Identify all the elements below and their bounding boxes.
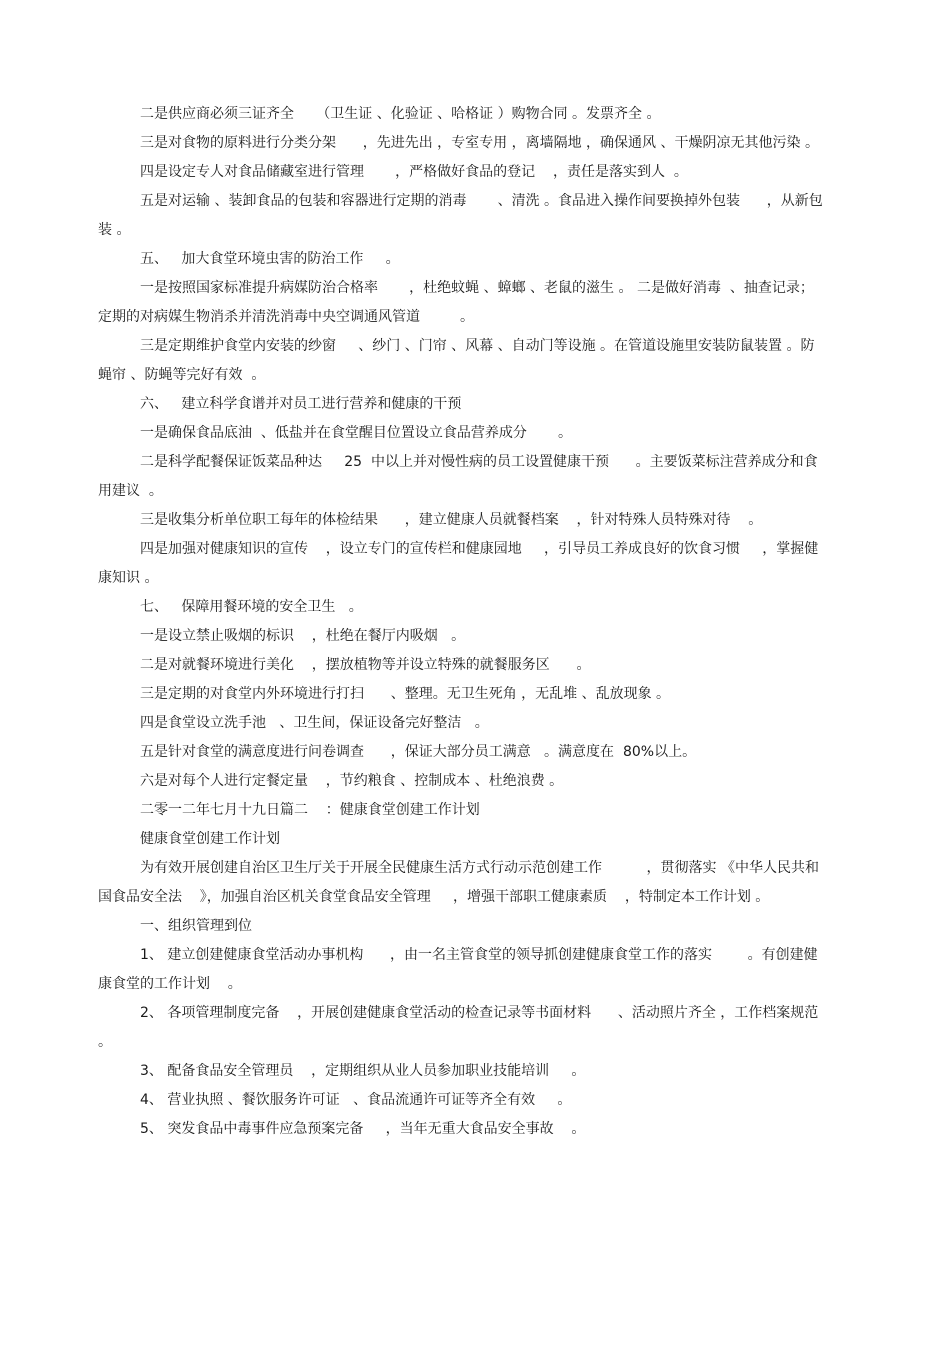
list-item: 1、 建立创建健康食堂活动办事机构 ，由一名主管食堂的领导抓创建健康食堂工作的落实 。有创建健康食堂的工作计划 。 [98,947,818,992]
document-title: 健康食堂创建工作计划 [140,831,280,847]
section-heading: 五、 加大食堂环境虫害的防治工作 。 [140,251,400,267]
paragraph: 二是科学配餐保证饭菜品种达 25 中以上并对慢性病的员工设置健康干预 。主要饭菜标注营养成分和食用建议 。 [98,454,818,499]
paragraph: 四是加强对健康知识的宣传 ，设立专门的宣传栏和健康园地 ，引导员工养成良好的饮食习惯 ，掌握健康知识 。 [98,541,819,586]
document-body [98,100,828,1144]
paragraph: 三是定期的对食堂内外环境进行打扫 、整理。无卫生死角 ，无乱堆 、乱放现象 。 [140,686,671,702]
list-item: 4、 营业执照 、餐饮服务许可证 、食品流通许可证等齐全有效 。 [140,1092,572,1108]
paragraph: 四是设定专人对食品储藏室进行管理 ，严格做好食品的登记 ，责任是落实到人 。 [140,164,688,180]
date-and-section-title: 二零一二年七月十九日篇二 ：健康食堂创建工作计划 [140,802,480,818]
paragraph: 二是对就餐环境进行美化 ，摆放植物等并设立特殊的就餐服务区 。 [140,657,591,673]
paragraph: 四是食堂设立洗手池 、卫生间，保证设备完好整洁 。 [140,715,489,731]
paragraph: 三是收集分析单位职工每年的体检结果 ，建立健康人员就餐档案 ，针对特殊人员特殊对待 。 [140,512,763,528]
paragraph: 为有效开展创建自治区卫生厅关于开展全民健康生活方式行动示范创建工作 ，贯彻落实 《中华人民共和国食品安全法 》，加强自治区机关食堂食品安全管理 ，增强干部职工健康素质 ，特制定本工作计划 。 [98,860,819,905]
paragraph: 二是供应商必须三证齐全 （卫生证 、化验证 、哈格证 ）购物合同 。发票齐全 。 [140,106,661,122]
section-heading: 六、 建立科学食谱并对员工进行营养和健康的干预 [140,396,462,412]
paragraph: 一是设立禁止吸烟的标识 ，杜绝在餐厅内吸烟 。 [140,628,466,644]
paragraph: 三是定期维护食堂内安装的纱窗 、纱门 、门帘 、风幕 、自动门等设施 。在管道设施里安装防鼠装置 。防蝇帘 、防蝇等完好有效 。 [98,338,815,383]
paragraph: 一是确保食品底油 、低盐并在食堂醒目位置设立食品营养成分 。 [140,425,573,441]
paragraph: 六是对每个人进行定餐定量 ，节约粮食 、控制成本 、杜绝浪费 。 [140,773,564,789]
section-heading: 一、组织管理到位 [140,918,252,934]
list-item: 2、 各项管理制度完备 ，开展创建健康食堂活动的检查记录等书面材料 、活动照片齐全 ，工作档案规范 。 [98,1005,823,1050]
list-item: 5、 突发食品中毒事件应急预案完备 ，当年无重大食品安全事故 。 [140,1121,586,1137]
paragraph: 三是对食物的原料进行分类分架 ，先进先出 ，专室专用 ，离墙隔地 ，确保通风 、干燥阴凉无其他污染 。 [140,135,819,151]
paragraph: 五是对运输 、装卸食品的包装和容器进行定期的消毒 、清洗 。食品进入操作间要换掉外包装 ，从新包装 。 [98,193,823,238]
section-heading: 七、 保障用餐环境的安全卫生 。 [140,599,363,615]
list-item: 3、 配备食品安全管理员 ，定期组织从业人员参加职业技能培训 。 [140,1063,586,1079]
paragraph: 一是按照国家标准提升病媒防治合格率 ，杜绝蚊蝇 、蟑螂 、老鼠的滋生 。 二是做好消毒 、抽查记录； 定期的对病媒生物消杀并清洗消毒中央空调通风管道 。 [98,280,819,325]
paragraph: 五是针对食堂的满意度进行问卷调查 ，保证大部分员工满意 。满意度在 80%以上。 [140,744,697,760]
